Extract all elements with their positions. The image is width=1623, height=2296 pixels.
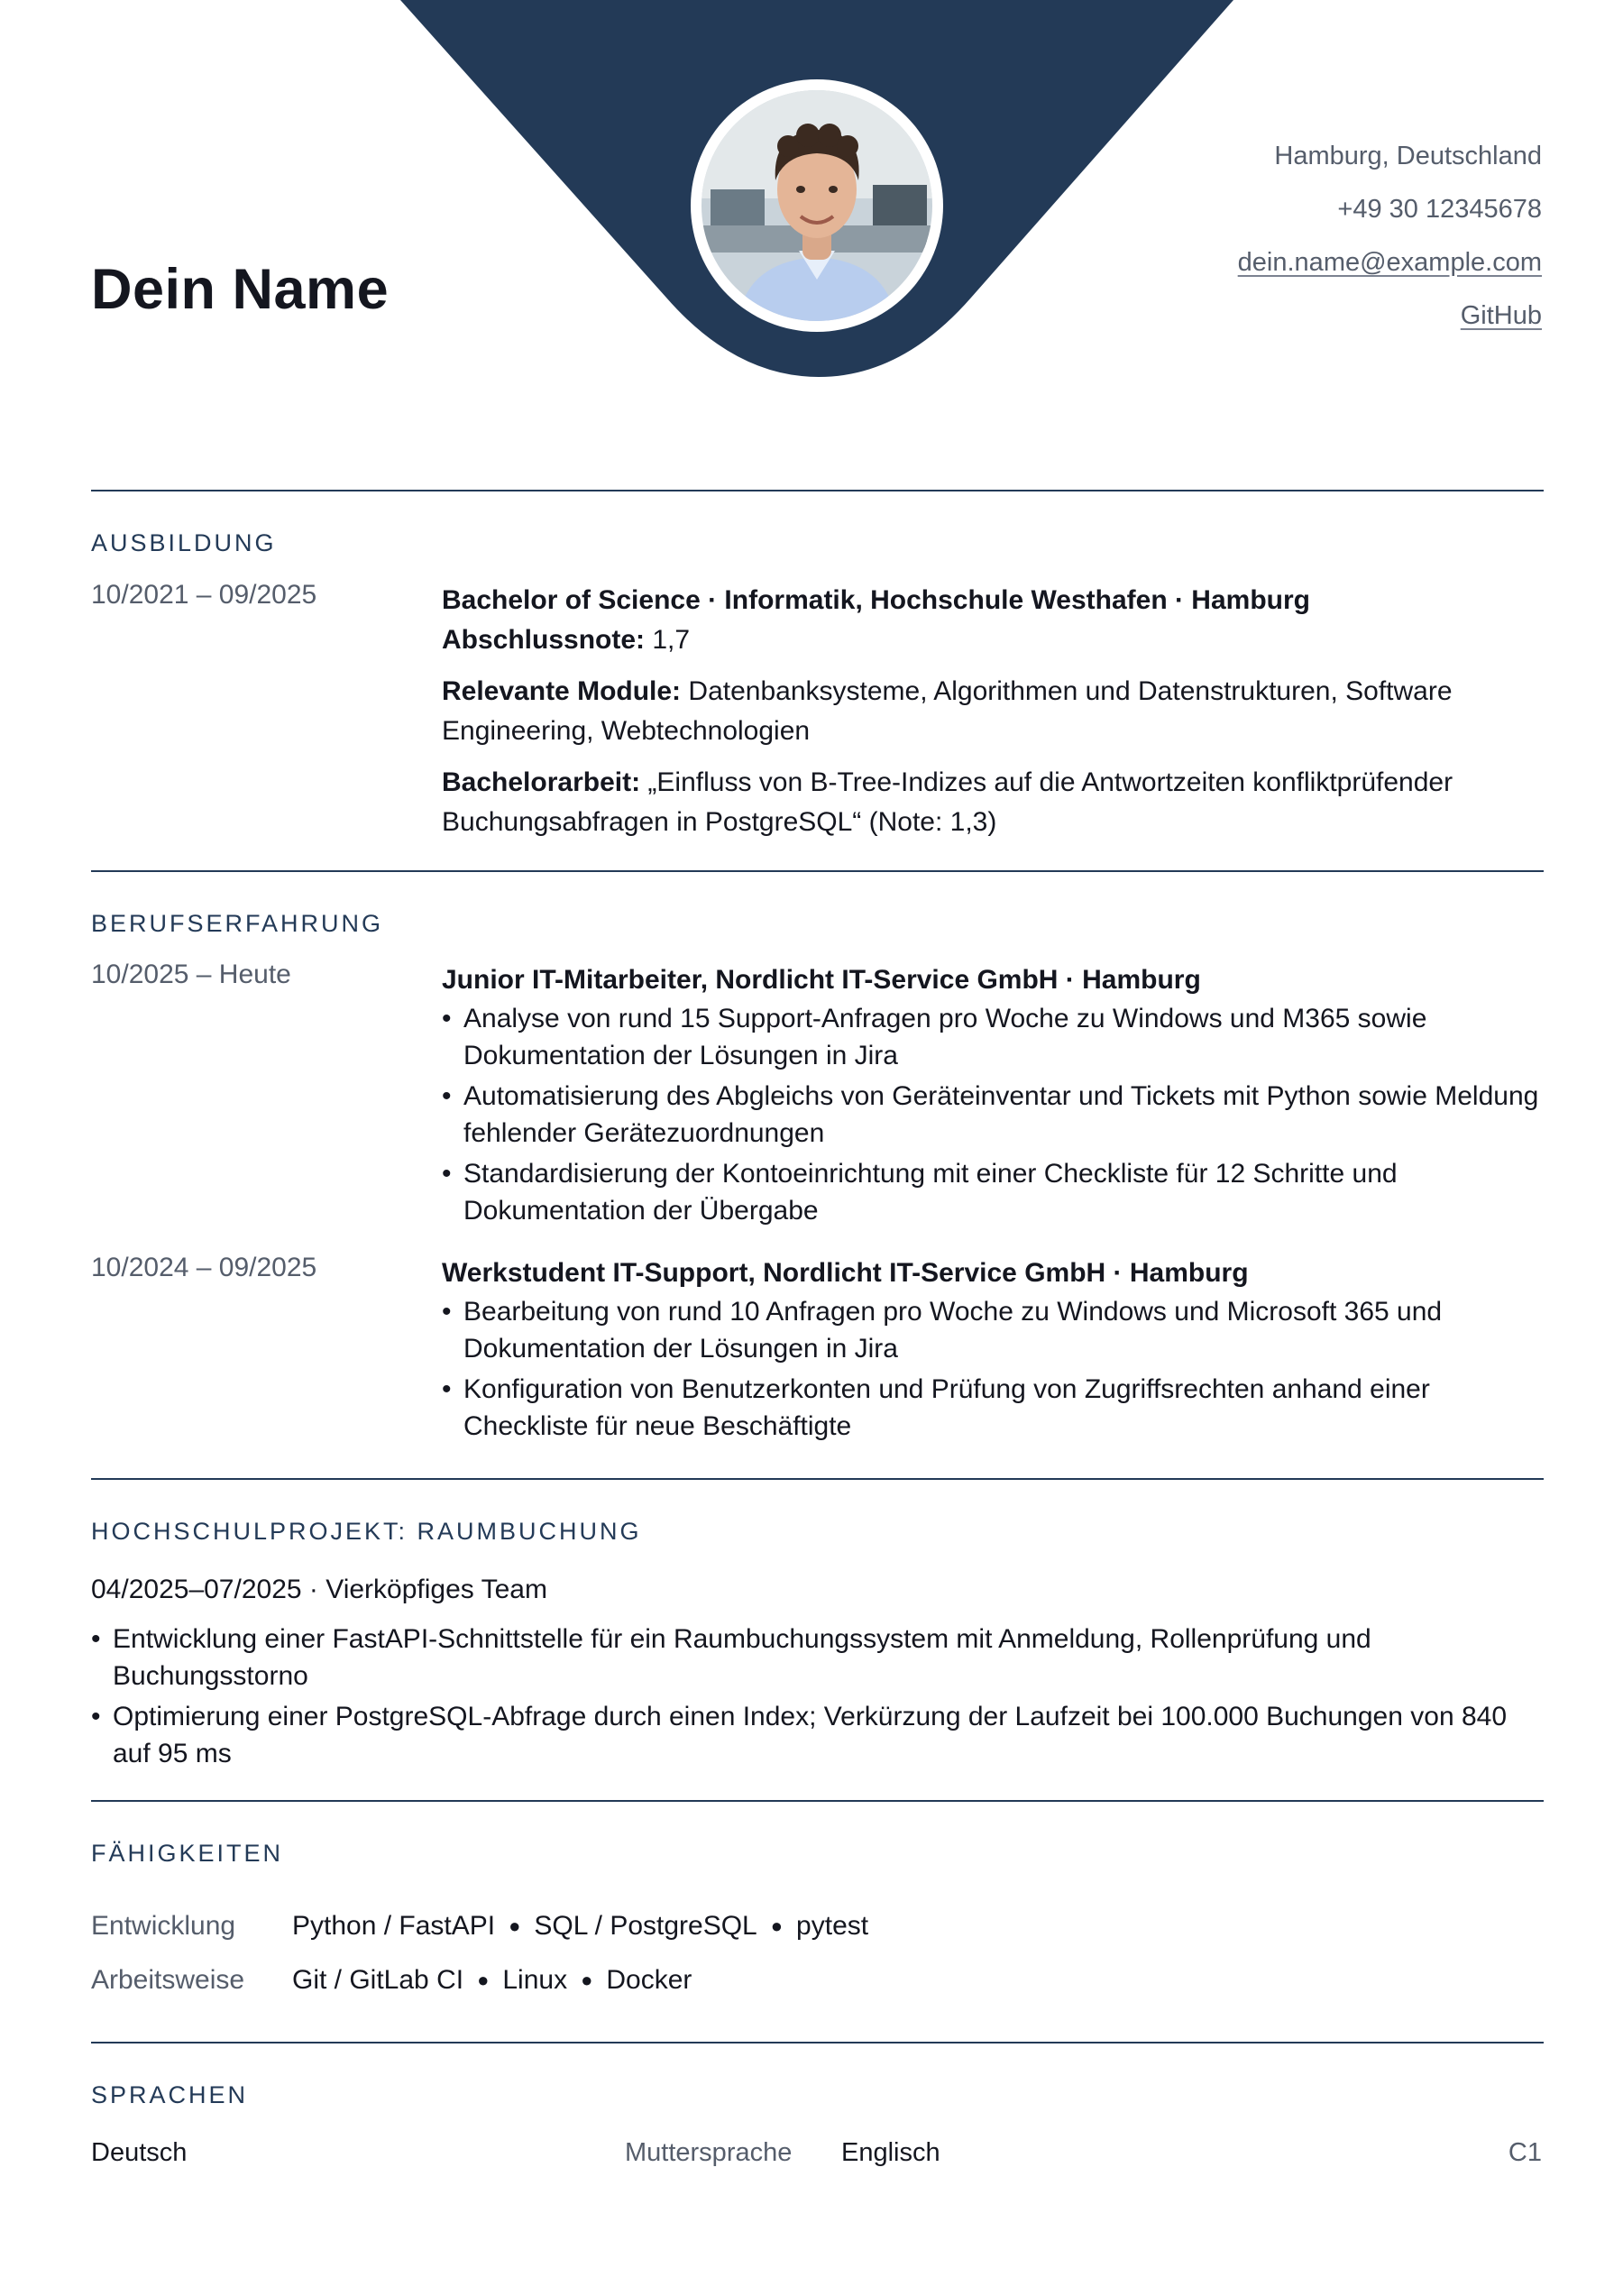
divider [91, 490, 1544, 491]
section-title-skills: FÄHIGKEITEN [91, 1840, 284, 1867]
project-meta: 04/2025–07/2025 · Vierköpfiges Team [91, 1575, 547, 1604]
skill-item: Docker [606, 1965, 692, 1995]
contact-block [1238, 135, 1542, 348]
education-date: 10/2021 – 09/2025 [91, 580, 317, 610]
project-bullets [91, 1621, 1544, 1776]
education-thesis: Bachelorarbeit: „Einfluss von B-Tree-Indizes auf die Antwortzeiten konfliktprüfender Buchungsabfragen in PostgreSQL“ (Note: 1,3) [442, 767, 1453, 837]
section-title-education: AUSBILDUNG [91, 529, 277, 556]
list-item: • Entwicklung einer FastAPI-Schnittstelle für ein Raumbuchungssystem mit Anmeldung, Rollenprüfung und Buchungsstorno [91, 1621, 1544, 1694]
contact-location: Hamburg, Deutschland [1274, 142, 1542, 170]
skill-row [91, 1906, 868, 1946]
skill-item: SQL / PostgreSQL [534, 1911, 757, 1941]
section-title-experience: BERUFSERFAHRUNG [91, 910, 384, 937]
contact-email-link[interactable]: dein.name@example.com [1237, 248, 1542, 277]
skill-label: Entwicklung [91, 1911, 236, 1941]
list-item: • Optimierung einer PostgreSQL-Abfrage durch einen Index; Verkürzung der Laufzeit bei 100.000 Buchungen von 840 auf 95 ms [91, 1698, 1544, 1772]
divider [91, 870, 1544, 872]
skill-row [91, 1961, 692, 2000]
experience-date: 10/2024 – 09/2025 [91, 1253, 317, 1282]
bullet-separator: ● [477, 1969, 490, 1991]
list-item: • Standardisierung der Kontoeinrichtung mit einer Checkliste für 12 Schritte und Dokumentation der Übergabe [442, 1155, 1544, 1229]
language-level: Muttersprache [625, 2138, 793, 2167]
experience-heading: Werkstudent IT-Support, Nordlicht IT-Service GmbH · Hamburg [442, 1258, 1249, 1288]
bullet-separator: ● [509, 1915, 521, 1937]
language-name: Englisch [841, 2138, 940, 2167]
skill-item: Git / GitLab CI [292, 1965, 464, 1995]
section-title-languages: SPRACHEN [91, 2081, 249, 2108]
education-heading: Bachelor of Science · Informatik, Hochschule Westhafen · Hamburg [442, 585, 1310, 615]
profile-photo [691, 79, 943, 332]
experience-entry [442, 960, 1544, 1233]
language-name: Deutsch [91, 2138, 188, 2167]
divider [91, 1800, 1544, 1802]
list-item: • Analyse von rund 15 Support-Anfragen pro Woche zu Windows und M365 sowie Dokumentation der Lösungen in Jira [442, 1000, 1544, 1074]
list-item: • Bearbeitung von rund 10 Anfragen pro Woche zu Windows und Microsoft 365 und Dokumentation der Lösungen in Jira [442, 1293, 1544, 1367]
skill-item: Python / FastAPI [292, 1911, 496, 1941]
contact-github-link[interactable]: GitHub [1460, 301, 1542, 330]
skill-item: pytest [796, 1911, 869, 1941]
contact-phone[interactable]: +49 30 12345678 [1337, 195, 1542, 224]
section-title-project: HOCHSCHULPROJEKT: RAUMBUCHUNG [91, 1518, 642, 1545]
experience-entry [442, 1254, 1544, 1448]
bullet-separator: ● [770, 1915, 784, 1937]
education-entry [442, 581, 1544, 842]
education-modules: Relevante Module: Datenbanksysteme, Algorithmen und Datenstrukturen, Software Engineering, Webtechnologien [442, 676, 1453, 746]
candidate-name: Dein Name [91, 258, 390, 321]
experience-date: 10/2025 – Heute [91, 960, 291, 989]
bullet-separator: ● [581, 1969, 593, 1991]
language-level: C1 [1508, 2138, 1542, 2167]
divider [91, 1478, 1544, 1480]
skill-item: Linux [502, 1965, 568, 1995]
list-item: • Automatisierung des Abgleichs von Geräteinventar und Tickets mit Python sowie Meldung fehlender Gerätezuordnungen [442, 1078, 1544, 1152]
list-item: • Konfiguration von Benutzerkonten und Prüfung von Zugriffsrechten anhand einer Checkliste für neue Beschäftigte [442, 1371, 1544, 1445]
experience-heading: Junior IT-Mitarbeiter, Nordlicht IT-Service GmbH · Hamburg [442, 965, 1201, 995]
skill-label: Arbeitsweise [91, 1965, 245, 1995]
education-grade: Abschlussnote: 1,7 [442, 625, 691, 655]
divider [91, 2042, 1544, 2043]
